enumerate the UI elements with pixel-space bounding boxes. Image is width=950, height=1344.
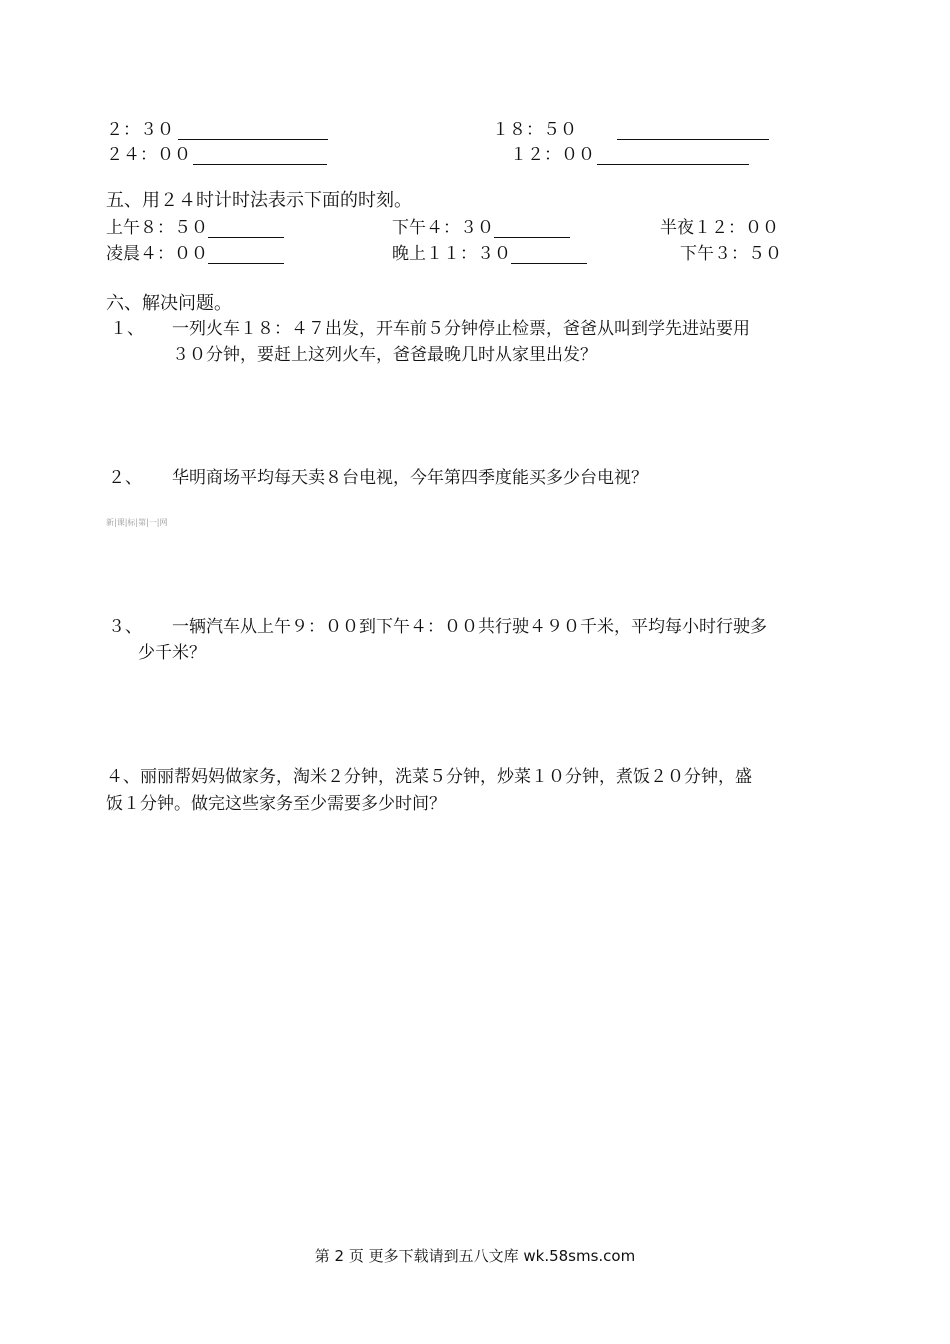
answer-blank[interactable] — [208, 221, 284, 238]
s5-item-2 — [392, 213, 570, 238]
s4-item-3 — [106, 140, 327, 165]
s5-item-4 — [106, 239, 284, 264]
q3-line1: 一辆汽车从上午９：００到下午４：００共行驶４９０千米，平均每小时行驶多 — [172, 617, 767, 637]
q1-line1: 一列火车１８：４７出发，开车前５分钟停止检票，爸爸从叫到学先进站要用 — [172, 319, 750, 339]
s5-time: 晚上１１：３０ — [392, 244, 511, 264]
q2-number: ２、 — [108, 468, 142, 488]
answer-blank[interactable] — [178, 123, 328, 140]
answer-blank[interactable] — [494, 221, 570, 238]
answer-blank[interactable] — [193, 148, 327, 165]
q2-line1: 华明商场平均每天卖８台电视，今年第四季度能买多少台电视？ — [172, 468, 648, 488]
section5-title: 五、用２４时计时法表示下面的时刻。 — [106, 190, 412, 211]
answer-blank[interactable] — [208, 247, 284, 264]
s4-time-1: ２：３０ — [106, 120, 174, 140]
s5-time: 上午８：５０ — [106, 218, 208, 238]
page-footer: 第 2 页 更多下载请到五八文库 wk.58sms.com — [314, 1247, 636, 1265]
s5-time: 下午３：５０ — [680, 244, 782, 264]
s5-time: 半夜１２：００ — [660, 218, 779, 238]
q3-line2: 少千米？ — [138, 643, 206, 663]
answer-blank[interactable] — [597, 148, 749, 165]
q1-number: １、 — [110, 319, 144, 339]
s5-item-1 — [106, 213, 284, 238]
s4-time-2: １８：５０ — [492, 120, 577, 140]
s4-item-4 — [510, 140, 749, 165]
s4-time-4: １２：００ — [510, 145, 595, 165]
q1-line2: ３０分钟，要赶上这列火车，爸爸最晚几时从家里出发？ — [172, 345, 597, 365]
q4-line2: 饭１分钟。做完这些家务至少需要多少时间？ — [106, 794, 446, 814]
q3-number: ３、 — [108, 617, 142, 637]
s5-item-3 — [660, 213, 779, 238]
s4-item-1 — [106, 115, 328, 140]
answer-blank[interactable] — [511, 247, 587, 264]
s5-time: 凌晨４：００ — [106, 244, 208, 264]
q4-line1: ４、丽丽帮妈妈做家务，淘米２分钟，洗菜５分钟，炒菜１０分钟，煮饭２０分钟，盛 — [106, 767, 752, 787]
section6-title: 六、解决问题。 — [106, 293, 232, 314]
s5-item-5 — [392, 239, 587, 264]
watermark: 新|课|标|第|一|网 — [106, 518, 168, 527]
s4-item-2 — [492, 115, 769, 140]
s5-item-6 — [680, 239, 782, 264]
answer-blank[interactable] — [617, 123, 769, 140]
s4-time-3: ２４：００ — [106, 145, 191, 165]
s5-time: 下午４：３０ — [392, 218, 494, 238]
